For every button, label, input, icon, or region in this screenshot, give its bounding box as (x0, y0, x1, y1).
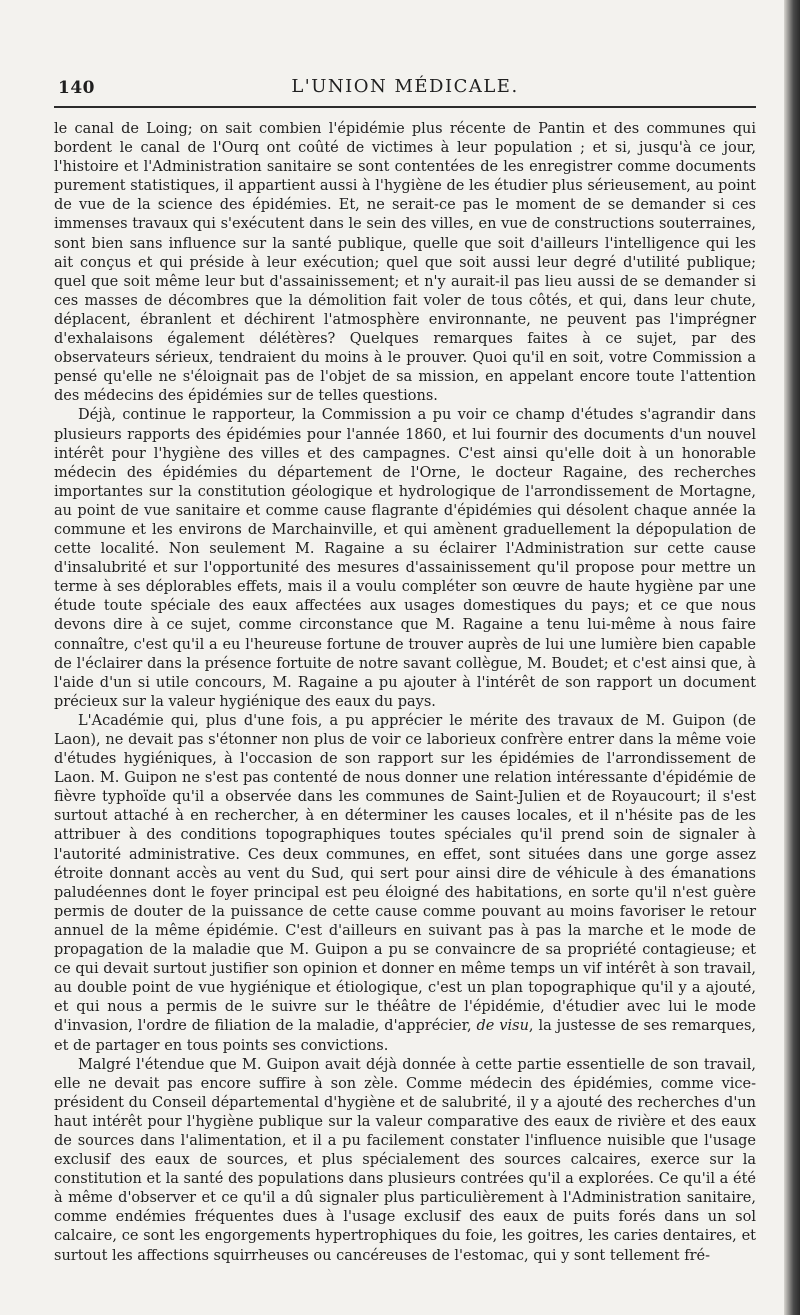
paragraph-text: L'Académie qui, plus d'une fois, a pu apprécier le mérite des travaux de M. Guipon (de Laon), ne devait pas s'étonner non plus de voir ce laborieux confrère entrer dans la même voie d'études hygiéniques, à l'occasion de son rapport sur les épidémies de l'arrondissement de Laon. M. Guipon ne s'est pas contenté de nous donner une relation intéressante d'épidémie de fièvre typhoïde qu'il a observée dans les communes de Saint-Julien et de Royaucourt; il s'est surtout attaché à en rechercher, à en déterminer les causes locales, et il n'hésite pas de les attribuer à des conditions topographiques toutes spéciales qu'il prend soin de signaler à l'autorité administrative. Ces deux communes, en effet, sont situées dans une gorge assez étroite donnant accès au vent du Sud, qui sert pour ainsi dire de véhicule à des émanations paludéennes dont le foyer principal est peu éloigné des habitations, en sorte qu'il n'est guère permis de douter de la puissance de cette cause comme pouvant au moins favoriser le retour annuel de la même épidémie. C'est d'ailleurs en suivant pas à pas la marche et le mode de propagation de la maladie que M. Guipon a pu se convaincre de sa propriété contagieuse; et ce qui devait surtout justifier son opinion et donner en même temps un vif intérêt à son travail, au double point de vue hygiénique et étiologique, c'est un plan topographique qu'il y a ajouté, et qui nous a permis de le suivre sur le théâtre de l'épidémie, d'étudier avec lui le mode d'invasion, l'ordre de filiation de la maladie, d'apprécier, (54, 712, 756, 1035)
italic-phrase: de visu (476, 1018, 529, 1035)
body-text (54, 120, 756, 1266)
paragraph-text: , la justesse de ses remarques, et de partager en tous points ses convictions. (54, 1018, 756, 1054)
paragraph (54, 712, 756, 1056)
header-rule (54, 106, 756, 108)
paragraph: Malgré l'étendue que M. Guipon avait déjà donnée à cette partie essentielle de son travail, elle ne devait pas encore suffire à son zèle. Comme médecin des épidémies, comme vice-président du Conseil départemental d'hygiène et de salubrité, il y a ajouté des recherches d'un haut intérêt pour l'hygiène publique sur la valeur comparative des eaux de rivière et des eaux de sources dans l'alimentation, et il a pu facilement constater l'influence nuisible que l'usage exclusif des eaux de sources, et plus spécialement des sources calcaires, exerce sur la constitution et la santé des populations dans plusieurs contrées qu'il a explorées. Ce qu'il a été à même d'observer et ce qu'il a dû signaler plus particulièrement à l'Administration sanitaire, comme endémies fréquentes dues à l'usage exclusif des eaux de puits forés dans un sol calcaire, ce sont les engorgements hypertrophiques du foie, les goitres, les caries dentaires, et surtout les affections squirrheuses ou cancéreuses de l'estomac, qui y sont tellement fré- (54, 1056, 756, 1264)
paragraph: le canal de Loing; on sait combien l'épidémie plus récente de Pantin et des communes qui bordent le canal de l'Ourq ont coûté de victimes à leur population ; et si, jusqu'à ce jour, l'histoire et l'Administration sanitaire se sont contentées de les enregistrer comme documents purement statistiques, il appartient aussi à l'hygiène de les étudier plus sérieusement, au point de vue de la science des épidémies. Et, ne serait-ce pas le moment de se demander si ces immenses travaux qui s'exécutent dans le sein des villes, en vue de constructions souterraines, sont bien sans influence sur la santé publique, quelle que soit d'ailleurs l'intelligence qui les ait conçus et qui préside à leur exécution; quel que soit aussi leur degré d'utilité publique; quel que soit même leur but d'assainissement; et n'y aurait-il pas lieu aussi de se demander si ces masses de décombres que la démolition fait voler de tous côtés, et qui, dans leur chute, déplacent, ébranlent et déchirent l'atmosphère environnante, ne peuvent pas l'imprégner d'exhalaisons également délétères? Quelques remarques faites à ce sujet, par des observateurs sérieux, tendraient du moins à le prouver. Quoi qu'il en soit, votre Commission a pensé qu'elle ne s'éloignait pas de l'objet de sa mission, en appelant encore toute l'attention des médecins des épidémies sur de telles questions. (54, 121, 756, 405)
paragraph: Déjà, continue le rapporteur, la Commission a pu voir ce champ d'études s'agrandir dans plusieurs rapports des épidémies pour l'année 1860, et lui fournir des documents d'un nouvel intérêt pour l'hygiène des villes et des campagnes. C'est ainsi qu'elle doit à un honorable médecin des épidémies du département de l'Orne, le docteur Ragaine, des recherches importantes sur la constitution géologique et hydrologique de l'arrondissement de Mortagne, au point de vue sanitaire et comme cause flagrante d'épidémies qui désolent chaque année la commune et les environs de Marchainville, et qui amènent graduellement la dépopulation de cette localité. Non seulement M. Ragaine a su éclairer l'Administration sur cette cause d'insalubrité et sur l'opportunité des mesures d'assainissement qu'il propose pour mettre un terme à ses déplorables effets, mais il a voulu compléter son œuvre de haute hygiène par une étude toute spéciale des eaux affectées aux usages domestiques du pays; et ce que nous devons dire à ce sujet, comme circonstance que M. Ragaine a tenu lui-même à nous faire connaître, c'est qu'il a eu l'heureuse fortune de trouver auprès de lui une lumière bien capable de l'éclairer dans la présence fortuite de notre savant collègue, M. Boudet; et c'est ainsi que, à l'aide d'un si utile concours, M. Ragaine a pu ajouter à l'intérêt de son rapport un document précieux sur la valeur hygiénique des eaux du pays. (54, 407, 756, 710)
page-number: 140 (58, 78, 95, 98)
running-title: L'UNION MÉDICALE. (291, 76, 519, 97)
page-header (54, 72, 756, 100)
book-binding-edge (784, 0, 800, 1315)
